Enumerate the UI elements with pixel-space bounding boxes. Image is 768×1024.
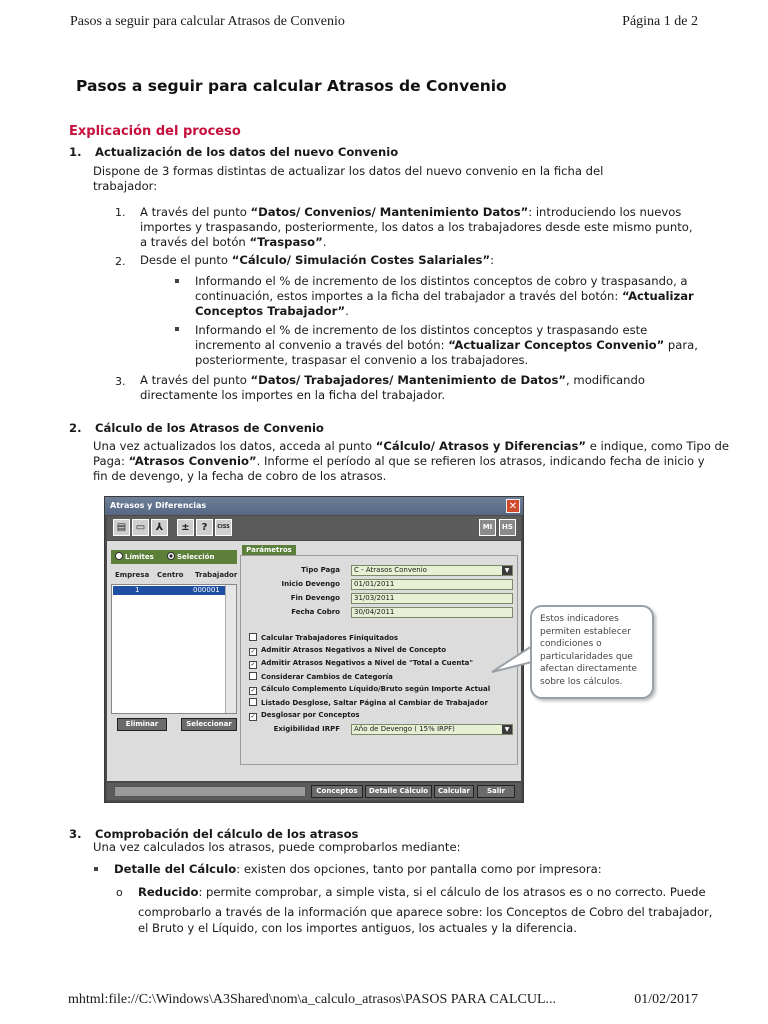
callout-pointer: [490, 640, 535, 680]
step1-intro-line1: Dispone de 3 formas distintas de actualizar los datos del nuevo convenio en la ficha del: [93, 164, 604, 178]
step1-title: Actualización de los datos del nuevo Convenio: [95, 145, 399, 159]
page-header: [70, 14, 698, 34]
check-cambios-categoria[interactable]: Considerar Cambios de Categoría: [249, 672, 393, 681]
ciss-button[interactable]: CISS: [215, 519, 232, 536]
reducido-item: Reducido: permite comprobar, a simple vista, si el cálculo de los atrasos es o no correcto. Puede comprobarlo a través de la información que aparece sobre: los Conceptos de Cobro del trabajador, el Bruto y el Líquido, con los importes antiguos, los actuales y la diferencia.: [138, 885, 713, 935]
check-negativos-total[interactable]: ✓ Admitir Atrasos Negativos a Nivel de "Total a Cuenta": [250, 659, 474, 668]
step1-item2: Desde el punto “Cálculo/ Simulación Costes Salariales”:: [140, 253, 494, 267]
step1-intro: [93, 164, 603, 194]
window-button-bar: [107, 783, 521, 800]
step2-heading: [69, 421, 324, 435]
window-title: Atrasos y Diferencias: [110, 501, 207, 510]
window-body: [107, 541, 521, 781]
fin-devengo-label: Fin Devengo: [290, 594, 340, 602]
step1-item1: A través del punto “Datos/ Convenios/ Mantenimiento Datos”: introduciendo los nuevos importes y traspasando, posteriormente, los datos a los trabajadores desde este mismo punto, a través del botón “Traspaso”.: [140, 205, 693, 249]
pdf-icon[interactable]: ⅄: [151, 519, 168, 536]
status-bar: [114, 786, 306, 797]
sub-bullet-o: o: [116, 886, 123, 899]
header-doc-title: Pasos a seguir para calcular Atrasos de Convenio: [70, 14, 345, 29]
fecha-cobro-label: Fecha Cobro: [291, 608, 340, 616]
selection-mode-bar: [111, 550, 237, 564]
step1-subitem1: Informando el % de incremento de los distintos conceptos de cobro y traspasando, a continuación, estos importes a la ficha del trabajador a través del botón: “Actualizar Conceptos Trabajador”.: [195, 274, 694, 318]
step2-paragraph: Una vez actualizados los datos, acceda al punto “Cálculo/ Atrasos y Diferencias” e indique, como Tipo de Paga: “Atrasos Convenio”. Informe el período al que se refieren los atrasos, indicando fecha de inicio y fin de devengo, y la fecha de cobro de los atrasos.: [93, 439, 729, 483]
sub-bullet-1: [175, 279, 179, 283]
window-toolbar: [107, 516, 521, 540]
eliminar-button[interactable]: Eliminar: [117, 718, 167, 731]
step3-heading: [69, 827, 358, 841]
chevron-down-icon: ▼: [502, 566, 512, 575]
header-page-number: Página 1 de 2: [622, 14, 698, 29]
table-row[interactable]: 1 000001: [113, 586, 225, 595]
salir-button[interactable]: Salir: [477, 785, 515, 798]
step1-item2-marker: 2.: [115, 255, 126, 268]
step3-title: Comprobación del cálculo de los atrasos: [95, 827, 359, 841]
col-empresa: Empresa: [115, 571, 150, 579]
print-icon[interactable]: ▤: [113, 519, 130, 536]
selection-panel: [111, 547, 237, 727]
check-listado-desglose[interactable]: Listado Desglose, Saltar Página al Cambiar de Trabajador: [249, 698, 488, 707]
step2-number: 2.: [69, 421, 82, 435]
step1-heading: [69, 145, 398, 159]
step1-number: 1.: [69, 145, 82, 159]
fecha-cobro-field[interactable]: 30/04/2011: [351, 607, 513, 618]
close-icon[interactable]: ✕: [506, 499, 520, 513]
document-title: Pasos a seguir para calcular Atrasos de Convenio: [76, 77, 507, 95]
chevron-down-icon: ▼: [502, 725, 512, 734]
check-complemento-liquido[interactable]: ✓ Cálculo Complemento Líquido/Bruto según Importe Actual: [250, 685, 491, 694]
calcular-button[interactable]: Calcular: [434, 785, 474, 798]
conceptos-button[interactable]: Conceptos: [311, 785, 363, 798]
footer-date: 01/02/2017: [634, 992, 698, 1007]
check-desglosar-conceptos[interactable]: ✓ Desglosar por Conceptos: [250, 711, 360, 720]
exigibilidad-label: Exigibilidad IRPF: [273, 725, 340, 733]
check-negativos-concepto[interactable]: ✓ Admitir Atrasos Negativos a Nivel de Concepto: [250, 646, 447, 655]
step1-item3: A través del punto “Datos/ Trabajadores/ Mantenimiento de Datos”, modificando directamente los importes en la ficha del trabajador.: [140, 373, 645, 402]
plus-minus-icon[interactable]: ±: [177, 519, 194, 536]
callout-note: Estos indicadores permiten establecer condiciones o particularidades que afectan directamente sobre los cálculos.: [530, 605, 654, 699]
radio-seleccion[interactable]: Selección: [167, 552, 214, 561]
detalle-calculo-item: Detalle del Cálculo: existen dos opciones, tanto por pantalla como por impresora:: [114, 862, 602, 876]
tab-parametros[interactable]: Parámetros: [242, 545, 296, 555]
footer-path: mhtml:file://C:\Windows\A3Shared\nom\a_calculo_atrasos\PASOS PARA CALCUL...: [68, 992, 557, 1007]
atrasos-window-screenshot: [104, 496, 524, 803]
inicio-devengo-field[interactable]: 01/01/2011: [351, 579, 513, 590]
radio-limites[interactable]: Límites: [115, 552, 154, 561]
tipo-paga-label: Tipo Paga: [301, 566, 340, 574]
detalle-calculo-button[interactable]: Detalle Cálculo: [365, 785, 432, 798]
step3-number: 3.: [69, 827, 82, 841]
seleccionar-button[interactable]: Seleccionar: [181, 718, 237, 731]
inicio-devengo-label: Inicio Devengo: [281, 580, 340, 588]
tipo-paga-select[interactable]: C - Atrasos Convenio ▼: [351, 565, 513, 576]
step2-title: Cálculo de los Atrasos de Convenio: [95, 421, 324, 435]
parameters-panel: [240, 555, 518, 765]
step3-intro: Una vez calculados los atrasos, puede comprobarlos mediante:: [93, 840, 461, 854]
col-centro: Centro: [157, 571, 184, 579]
list-scrollbar[interactable]: [225, 585, 236, 713]
window-titlebar: [105, 497, 523, 515]
col-trabajador: Trabajador: [195, 571, 238, 579]
exigibilidad-select[interactable]: Año de Devengo ( 15% IRPF) ▼: [351, 724, 513, 735]
check-finiquitados[interactable]: Calcular Trabajadores Finiquitados: [249, 633, 398, 642]
step1-item3-marker: 3.: [115, 375, 126, 388]
sub-bullet-2: [175, 327, 179, 331]
step1-subitem2: Informando el % de incremento de los distintos conceptos y traspasando este incremento al convenio a través del botón: “Actualizar Conceptos Convenio” para, posteriormente, traspasar el convenio a los trabajadores.: [195, 323, 698, 367]
fin-devengo-field[interactable]: 31/03/2011: [351, 593, 513, 604]
step1-item1-marker: 1.: [115, 206, 126, 219]
step1-intro-line2: trabajador:: [93, 179, 158, 193]
preview-icon[interactable]: ▭: [132, 519, 149, 536]
help-icon[interactable]: ?: [196, 519, 213, 536]
section-heading: Explicación del proceso: [69, 124, 241, 139]
mi-button[interactable]: MI: [479, 519, 496, 536]
page-footer: [68, 992, 698, 1012]
bullet-detalle: [94, 867, 98, 871]
worker-list[interactable]: [111, 584, 237, 714]
hs-button[interactable]: HS: [499, 519, 516, 536]
